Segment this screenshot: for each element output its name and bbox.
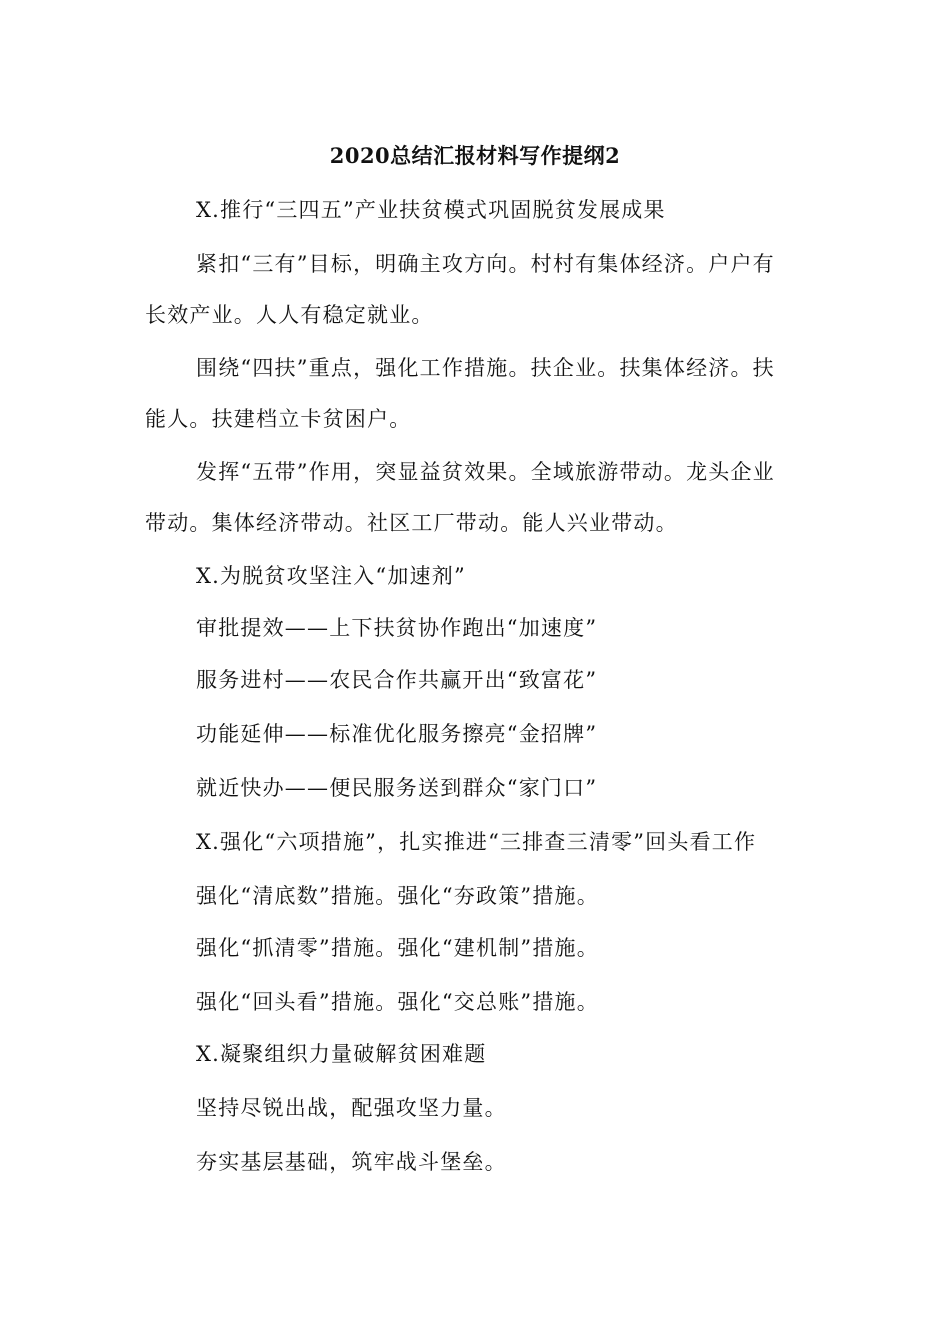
paragraph-line: 服务进村——农民合作共赢开出“致富花” — [196, 668, 598, 692]
paragraph-line: 强化“抓清零”措施。强化“建机制”措施。 — [196, 936, 599, 960]
section-heading: X.凝聚组织力量破解贫困难题 — [196, 1042, 487, 1066]
section-heading: X.强化“六项措施”，扎实推进“三排查三清零”回头看工作 — [196, 830, 757, 854]
paragraph-line: 带动。集体经济带动。社区工厂带动。能人兴业带动。 — [145, 511, 678, 535]
paragraph-line: 能人。扶建档立卡贫困户。 — [145, 407, 412, 431]
paragraph-line: 就近快办——便民服务送到群众“家门口” — [196, 776, 598, 800]
paragraph-line: 围绕“四扶”重点，强化工作措施。扶企业。扶集体经济。扶 — [196, 356, 775, 380]
paragraph-line: 功能延伸——标准优化服务擦亮“金招牌” — [196, 722, 598, 746]
document-title: 2020总结汇报材料写作提纲2 — [329, 143, 621, 168]
paragraph-line: 坚持尽锐出战，配强攻坚力量。 — [196, 1096, 507, 1120]
paragraph-line: 长效产业。人人有稳定就业。 — [145, 303, 434, 327]
paragraph-line: 紧扣“三有”目标，明确主攻方向。村村有集体经济。户户有 — [196, 252, 775, 276]
paragraph-line: 强化“清底数”措施。强化“夯政策”措施。 — [196, 884, 599, 908]
paragraph-line: 强化“回头看”措施。强化“交总账”措施。 — [196, 990, 599, 1014]
paragraph-line: 发挥“五带”作用，突显益贫效果。全域旅游带动。龙头企业 — [196, 460, 775, 484]
paragraph-line: 审批提效——上下扶贫协作跑出“加速度” — [196, 616, 598, 640]
section-heading: X.推行“三四五”产业扶贫模式巩固脱贫发展成果 — [196, 198, 666, 222]
section-heading: X.为脱贫攻坚注入“加速剂” — [196, 564, 466, 588]
paragraph-line: 夯实基层基础，筑牢战斗堡垒。 — [196, 1150, 507, 1174]
